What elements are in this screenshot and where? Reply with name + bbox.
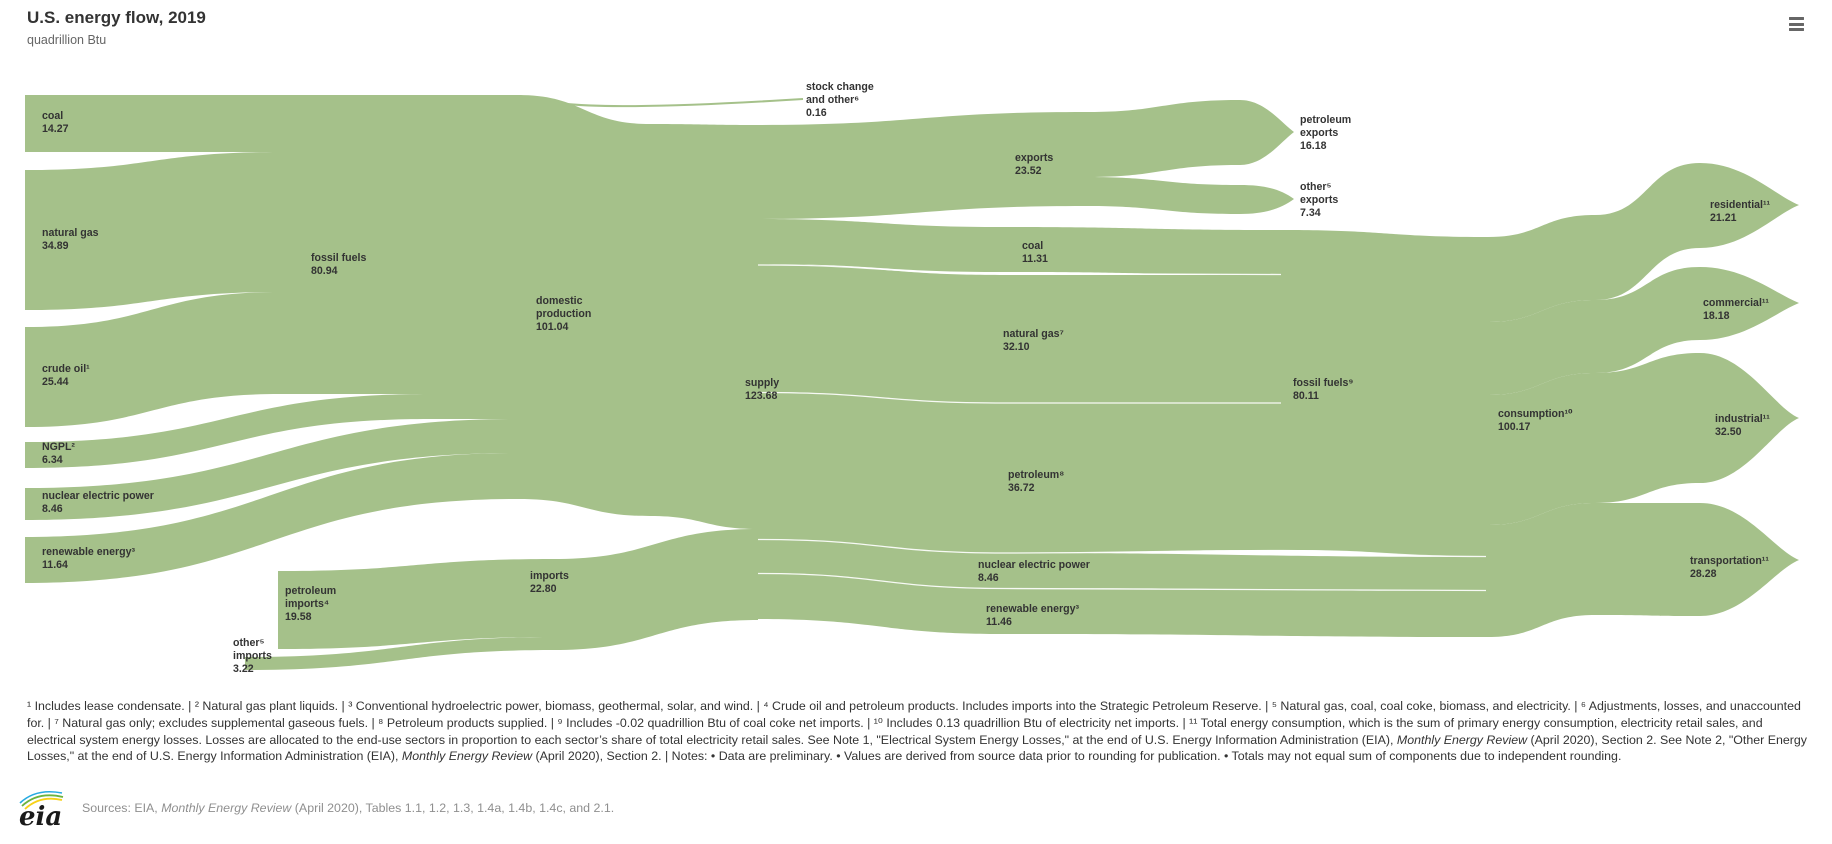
chart-title: U.S. energy flow, 2019 xyxy=(27,8,206,27)
sankey-label-line: petroleum xyxy=(285,585,337,597)
flow-production-to-supply[interactable] xyxy=(518,95,758,529)
sankey-label-line: 34.89 xyxy=(42,240,69,252)
sankey-label-line: 123.68 xyxy=(745,390,778,402)
sources-row xyxy=(16,787,614,829)
flow-consumption-to-transportation[interactable] xyxy=(1488,503,1799,637)
footnotes-text xyxy=(27,698,1808,765)
sankey-label-line: coal xyxy=(42,110,64,122)
sankey-label-line: 25.44 xyxy=(42,376,69,388)
sankey-label-line: 11.46 xyxy=(986,616,1012,628)
flow-exports-to-petroleum-exports[interactable] xyxy=(1085,100,1294,177)
footnote-segment: (April 2020), Section 2. See Note 2, "Other Energy Losses," at the end of U.S. Energy Information Administration (EIA), xyxy=(27,732,1807,764)
sankey-label-line: 18.18 xyxy=(1703,310,1730,322)
sankey-label-line: consumption¹⁰ xyxy=(1498,408,1573,420)
footnote-segment: Monthly Energy Review xyxy=(401,749,533,764)
sankey-label-line: exports xyxy=(1300,194,1339,206)
sankey-label-line: 32.50 xyxy=(1715,426,1742,438)
sankey-label-line: petroleum xyxy=(1300,114,1352,126)
sankey-label-line: 16.18 xyxy=(1300,140,1327,152)
sankey-label-line: transportation¹¹ xyxy=(1690,555,1769,567)
sankey-label-line: crude oil¹ xyxy=(42,363,90,375)
sankey-label-line: 11.31 xyxy=(1022,253,1048,265)
sankey-label-line: natural gas xyxy=(42,227,99,239)
flow-coal-to-fossil-fuels[interactable] xyxy=(25,95,280,152)
sankey-label-line: 7.34 xyxy=(1300,207,1321,219)
sankey-label-line: supply xyxy=(745,377,780,389)
footnote-segment: Monthly Energy Review xyxy=(1396,732,1528,747)
sankey-label-line: commercial¹¹ xyxy=(1703,297,1769,309)
sankey-label-line: 14.27 xyxy=(42,123,69,135)
flow-imports-to-supply[interactable] xyxy=(553,529,758,650)
source-segment: (April 2020), Tables 1.1, 1.2, 1.3, 1.4a, 1.4b, 1.4c, and 2.1. xyxy=(291,801,615,815)
sankey-label-line: nuclear electric power xyxy=(42,490,154,502)
sankey-label-line: industrial¹¹ xyxy=(1715,413,1770,425)
source-segment: Sources: EIA, xyxy=(82,801,162,815)
flow-supply-to-natural-gas[interactable] xyxy=(755,264,1284,403)
flow-supply-to-stock-change[interactable] xyxy=(521,96,803,106)
flow-supply-to-exports[interactable] xyxy=(755,112,1085,219)
flow-crude-oil-to-fossil-fuels[interactable] xyxy=(25,292,280,427)
eia-logo-text: eia xyxy=(19,802,63,829)
sankey-label-line: 101.04 xyxy=(536,321,569,333)
sankey-label-line: NGPL² xyxy=(42,441,75,453)
sankey-label-line: 6.34 xyxy=(42,454,63,466)
source-segment: Monthly Energy Review xyxy=(161,801,292,815)
sankey-label-line: imports xyxy=(530,570,569,582)
chart-subtitle: quadrillion Btu xyxy=(27,33,107,47)
sankey-label-line: renewable energy³ xyxy=(986,603,1080,615)
sankey-label-line: 0.16 xyxy=(806,107,827,119)
sankey-label-line: fossil fuels xyxy=(311,252,367,264)
sankey-label-line: coal xyxy=(1022,240,1044,252)
flow-exports-to-other-exports[interactable] xyxy=(1085,177,1294,214)
sankey-label-line: 22.80 xyxy=(530,583,557,595)
sankey-label-line: imports xyxy=(233,650,272,662)
flow-fossil-fuels-to-production[interactable] xyxy=(278,95,521,394)
sankey-label-line: production xyxy=(536,308,592,320)
sankey-label-line: 80.94 xyxy=(311,265,338,277)
sankey-label-line: 19.58 xyxy=(285,611,312,623)
sankey-label-line: exports xyxy=(1015,152,1054,164)
sankey-label-line: 80.11 xyxy=(1293,390,1319,402)
sankey-label-line: 3.22 xyxy=(233,663,254,675)
sankey-label-line: exports xyxy=(1300,127,1339,139)
sankey-label-line: 11.64 xyxy=(42,559,68,571)
sankey-label-line: other⁵ xyxy=(233,637,265,649)
sankey-label-line: nuclear electric power xyxy=(978,559,1090,571)
footnote-segment: ¹ Includes lease condensate. | ² Natural gas plant liquids. | ³ Conventional hydroelectric power, biomass, geothermal, solar, and wind. | ⁴ Crude oil and petroleum products. Includes imports into the Strategic Petroleum Reserve. | ⁵ Natural gas, coal, coal coke, biomass, and electricity. | ⁶ Adjustments, losses, and unaccounted for. | ⁷ Natural gas only; excludes supplemental gaseous fuels. | ⁸ Petroleum products supplied. | ⁹ Includes -0.02 quadrillion Btu of coal coke net imports. | ¹⁰ Includes 0.13 quadrillion Btu of electricity net imports. | ¹¹ Total energy consumption, which is the sum of primary energy consumption, electricity retail sales, and electrical system energy losses. Losses are allocated to the end-use sectors in proportion to each sector’s share of total electricity retail sales. See Note 1, "Electrical System Energy Losses," at the end of U.S. Energy Information Administration (EIA), xyxy=(27,699,1801,747)
sankey-label-line: 8.46 xyxy=(42,503,63,515)
sankey-label-line: 8.46 xyxy=(978,572,999,584)
sankey-label-line: renewable energy³ xyxy=(42,546,136,558)
sankey-label-line: residential¹¹ xyxy=(1710,199,1771,211)
flow-petroleum-imports-to-imports[interactable] xyxy=(278,559,556,649)
eia-logo[interactable] xyxy=(16,787,70,829)
sankey-label-line: domestic xyxy=(536,295,583,307)
sankey-label-line: 100.17 xyxy=(1498,421,1531,433)
sankey-label-line: 28.28 xyxy=(1690,568,1717,580)
sankey-label-line: stock change xyxy=(806,81,874,93)
sankey-label-line: 36.72 xyxy=(1008,482,1035,494)
sankey-label-line: and other⁶ xyxy=(806,94,860,106)
footnote-segment: (April 2020), Section 2. | Notes: • Data are preliminary. • Values are derived from source data prior to rounding for publication. • Totals may not equal sum of components due to independent rounding. xyxy=(532,749,1622,764)
sources-text xyxy=(82,801,614,815)
sankey-label-line: fossil fuels⁹ xyxy=(1293,377,1354,389)
sankey-label-line: imports⁴ xyxy=(285,598,330,610)
sankey-label-line: 21.21 xyxy=(1710,212,1737,224)
sankey-label-line: petroleum⁸ xyxy=(1008,469,1065,481)
flow-natural-gas-to-fossil-fuels[interactable] xyxy=(25,152,280,310)
sankey-label-line: natural gas⁷ xyxy=(1003,328,1064,340)
sankey-label-line: other⁵ xyxy=(1300,181,1332,193)
sankey-label-line: 23.52 xyxy=(1015,165,1042,177)
sankey-label-line: 32.10 xyxy=(1003,341,1030,353)
flow-fossil-fuels9-to-consumption[interactable] xyxy=(1283,230,1490,557)
flow-supply-to-petroleum[interactable] xyxy=(755,392,1284,553)
